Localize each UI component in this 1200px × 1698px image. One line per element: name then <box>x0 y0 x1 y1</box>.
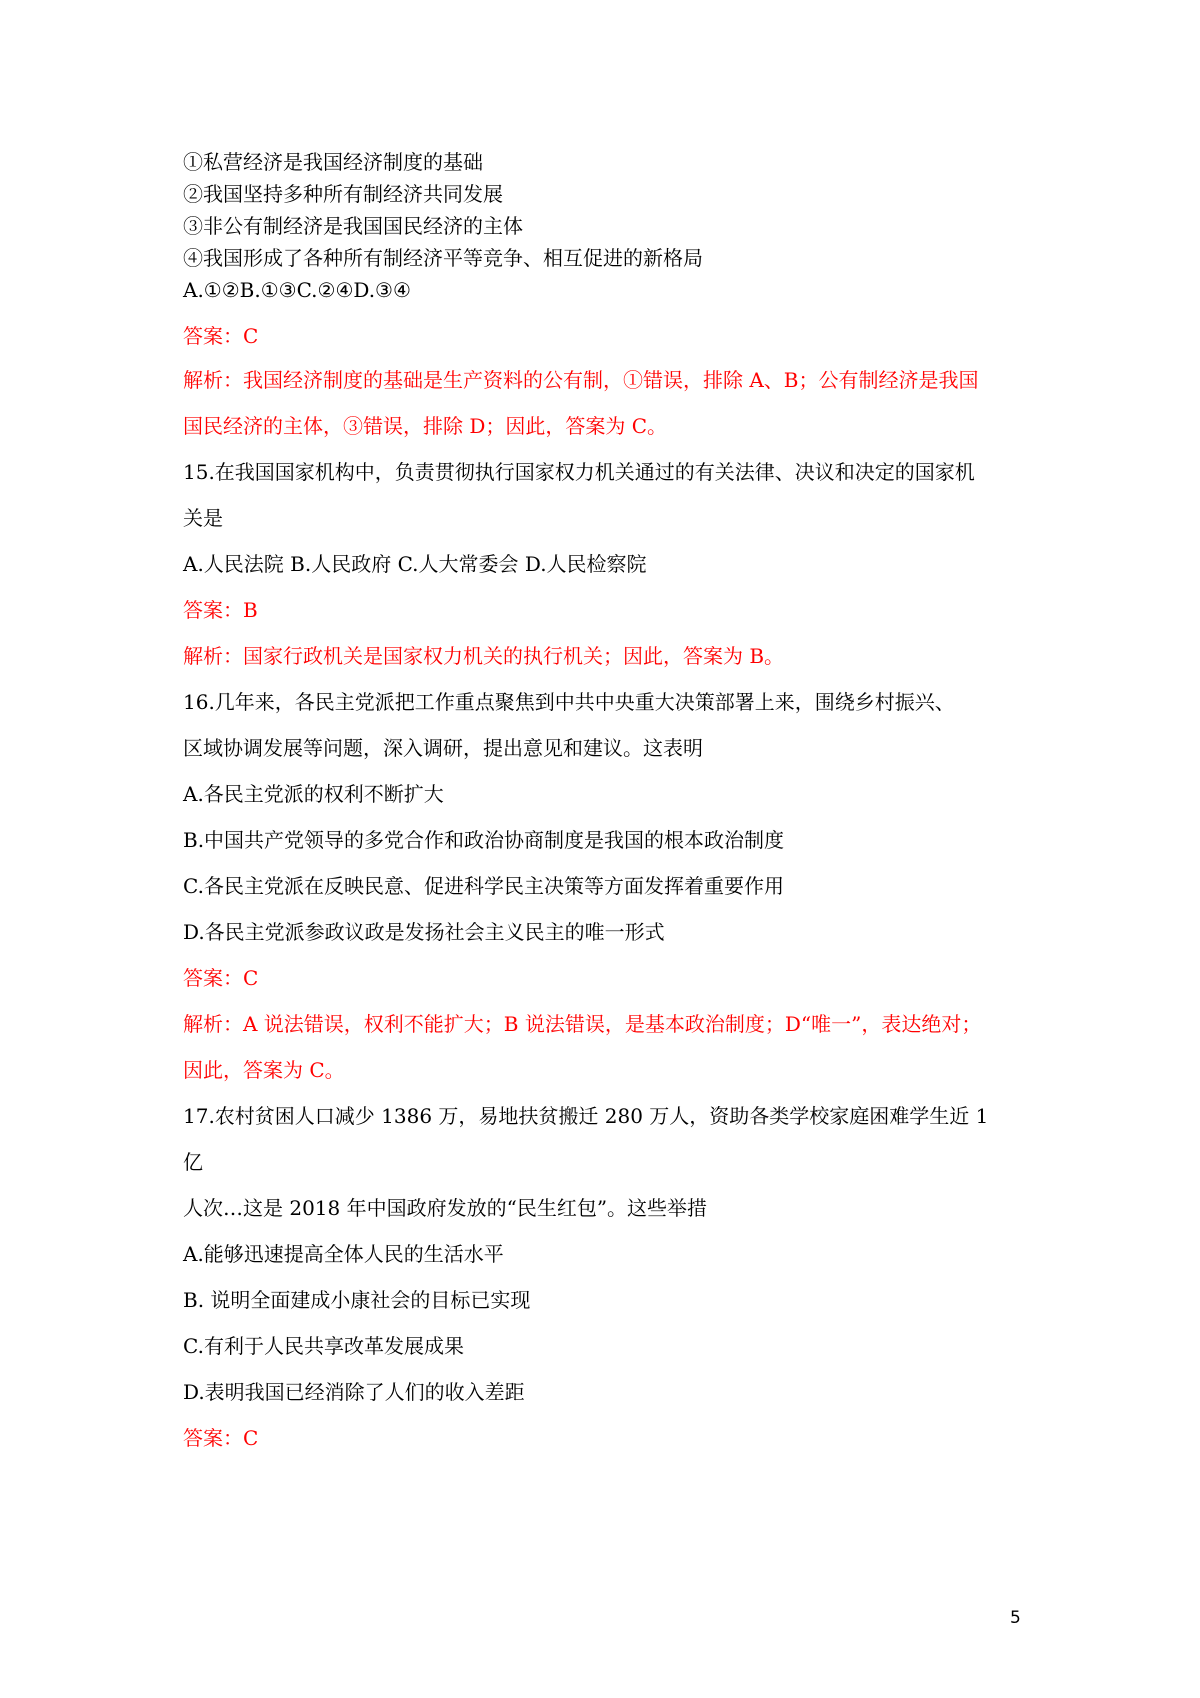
q17-question-line-1: 17.农村贫困人口减少 1386 万，易地扶贫搬迁 280 万人，资助各类学校家庭困难学生近 1 <box>183 1104 989 1128</box>
q15-analysis: 解析：国家行政机关是国家权力机关的执行机关；因此，答案为 B。 <box>183 644 785 668</box>
q14-options: A.①②B.①③C.②④D.③④ <box>183 278 411 302</box>
q16-question-line-2: 区域协调发展等问题，深入调研，提出意见和建议。这表明 <box>183 736 703 760</box>
q16-option-c: C.各民主党派在反映民意、促进科学民主决策等方面发挥着重要作用 <box>183 874 784 898</box>
q17-option-a: A.能够迅速提高全体人民的生活水平 <box>183 1242 504 1266</box>
q16-option-b: B.中国共产党领导的多党合作和政治协商制度是我国的根本政治制度 <box>183 828 785 852</box>
q16-analysis-line-2: 因此，答案为 C。 <box>183 1058 345 1082</box>
q15-question-line-2: 关是 <box>183 506 223 530</box>
q17-option-c: C.有利于人民共享改革发展成果 <box>183 1334 464 1358</box>
q15-question-line-1: 15.在我国国家机构中，负责贯彻执行国家权力机关通过的有关法律、决议和决定的国家机 <box>183 460 975 484</box>
q14-analysis-line-1: 解析：我国经济制度的基础是生产资料的公有制，①错误，排除 A、B；公有制经济是我国 <box>183 368 979 392</box>
q17-option-b: B. 说明全面建成小康社会的目标已实现 <box>183 1288 531 1312</box>
q17-answer: 答案：C <box>183 1426 259 1450</box>
q14-statement-4: ④我国形成了各种所有制经济平等竞争、相互促进的新格局 <box>183 246 703 270</box>
q17-question-line-3: 人次…这是 2018 年中国政府发放的“民生红包”。这些举措 <box>183 1196 708 1220</box>
page-content <box>183 146 1033 1454</box>
q14-statement-1: ①私营经济是我国经济制度的基础 <box>183 150 483 174</box>
q14-statement-2: ②我国坚持多种所有制经济共同发展 <box>183 182 503 206</box>
q16-answer: 答案：C <box>183 966 259 990</box>
q14-analysis-line-2: 国民经济的主体，③错误，排除 D；因此，答案为 C。 <box>183 414 668 438</box>
q16-option-a: A.各民主党派的权利不断扩大 <box>183 782 444 806</box>
q14-statement-3: ③非公有制经济是我国国民经济的主体 <box>183 214 523 238</box>
q17-option-d: D.表明我国已经消除了人们的收入差距 <box>183 1380 525 1404</box>
q17-question-line-2: 亿 <box>183 1150 203 1174</box>
q16-analysis-line-1: 解析：A 说法错误，权利不能扩大；B 说法错误，是基本政治制度；D“唯一”，表达绝对； <box>183 1012 982 1036</box>
q15-answer: 答案：B <box>183 598 258 622</box>
q16-option-d: D.各民主党派参政议政是发扬社会主义民主的唯一形式 <box>183 920 665 944</box>
q16-question-line-1: 16.几年来，各民主党派把工作重点聚焦到中共中央重大决策部署上来，围绕乡村振兴、 <box>183 690 955 714</box>
page-number: 5 <box>1010 1608 1021 1628</box>
q15-options: A.人民法院 B.人民政府 C.人大常委会 D.人民检察院 <box>183 552 647 576</box>
q14-answer: 答案：C <box>183 324 259 348</box>
